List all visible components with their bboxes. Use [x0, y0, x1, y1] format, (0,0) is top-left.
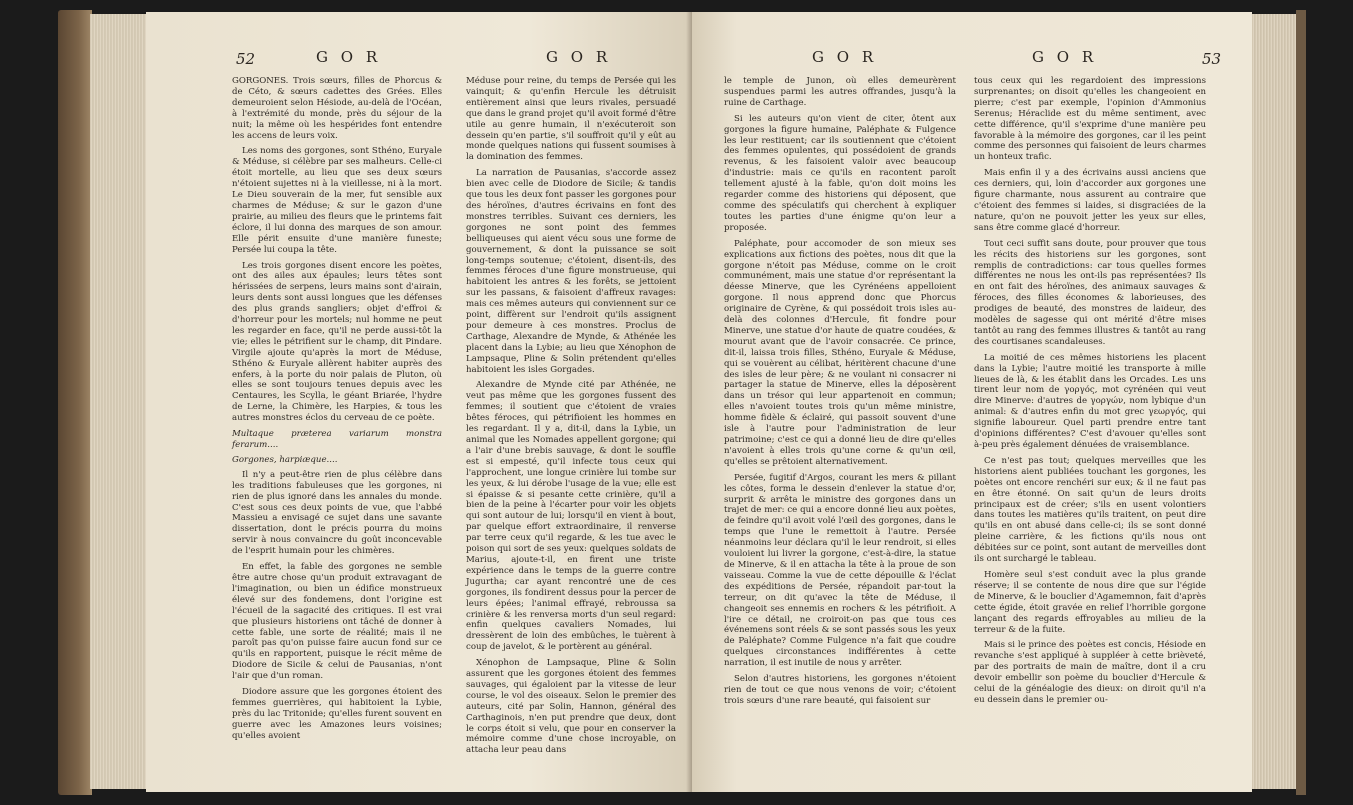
page-number: 52 [236, 50, 256, 68]
paragraph: En effet, la fable des gorgones ne semble être autre chose qu'un produit extravagant de l'imagination, ou bien un édifice monstrueux élevé sur des fondemens, dont l'origine est l'écueil de la sagacité des critiques. Il est vrai que plusieurs historiens ont tâché de donner à cette fable, une sorte de réalité; mais il ne paroît pas qu'on puisse faire aucun fond sur ce qu'ils en rapportent, puisque le récit même de Diodore de Sicile & celui de Pausanias, n'ont l'air que d'un roman. [232, 562, 442, 682]
text-column-2 [466, 76, 676, 761]
paragraph: Les noms des gorgones, sont Sthéno, Euryale & Méduse, si célèbre par ses malheurs. Celle-ci étoit mortelle, au lieu que ses deux sœurs n'étoient sujettes ni à la vieillesse, ni à la mort. Le Dieu souverain de la mer, fut sensible aux charmes de Méduse; & sur le gazon d'une prairie, au milieu des fleurs que le printems fait éclore, il lui donna des marques de son amour. Elle périt ensuite d'une manière funeste; Persée lui coupa la tête. [232, 146, 442, 255]
paragraph: Tout ceci suffit sans doute, pour prouver que tous les récits des historiens sur les gorgones, sont remplis de contradictions: car tous quelles formes différentes ne nous les ont-ils pas représentées? Ils en ont fait des héroïnes, des animaux sauvages & féroces, des filles économes & laborieuses, des prodiges de beauté, des monstres de laideur, des modèles de sagesse qui ont mérité d'être mises tantôt au rang des femmes illustres & tantôt au rang des courtisanes scandaleuses. [974, 238, 1206, 347]
left-page [146, 12, 692, 792]
text-column-2 [974, 76, 1206, 711]
book-cover-right [1296, 10, 1306, 795]
paragraph: Alexandre de Mynde cité par Athénée, ne veut pas même que les gorgones fussent des femmes; il soutient que c'étoient de vraies bêtes féroces, qui pétrifioient les hommes en les regardant. Il y a, dit-il, dans la Lybie, un animal que les Nomades appellent gorgone; qui a l'air d'une brebis sauvage, & dont le souffle est si empesté, qu'il infecte tous ceux qui l'approchent, une longue crinière lui tombe sur les yeux, & lui dérobe l'usage de la vue; elle est si épaisse & si pesante cette crinière, qu'il a bien de la peine à l'écarter pour voir les objets qui sont autour de lui; lorsqu'il en vient à bout, par quelque effort extraordinaire, il renverse par terre ceux qu'il regarde, & les tue avec le poison qui sort de ses yeux: quelques soldats de Marius, ajoute-t-il, en firent une triste expérience dans le temps de la guerre contre Jugurtha; car ayant rencontré une de ces gorgones, ils fondirent dessus pour la percer de leurs épées; l'animal effrayé, rebroussa sa crinière & les renversa morts d'un seul regard: enfin quelques cavaliers Nomades, lui dressèrent de loin des embûches, le tuèrent à coup de javelot, & le portèrent au général. [466, 380, 676, 653]
running-header: G O R [316, 48, 382, 66]
paragraph: Diodore assure que les gorgones étoient des femmes guerrières, qui habitoient la Lybie, près du lac Tritonide; qu'elles furent souvent en guerre avec les Amazones leurs voisines; qu'elles avoient [232, 687, 442, 741]
paragraph: Paléphate, pour accomoder de son mieux ses explications aux fictions des poètes, nous dit que la gorgone n'étoit pas Méduse, comme on le croit communément, mais une statue d'or représentant la déesse Minerve, que les Cyrénéens appelloient gorgone. Il nous apprend donc que Phorcus originaire de Cyrène, & qui possédoit trois isles au-delà des colonnes d'Hercule, fit fondre pour Minerve, une statue d'or haute de quatre coudées, & mourut avant que de l'avoir consacrée. Ce prince, dit-il, laissa trois filles, Sthéno, Euryale & Méduse, qui se vouèrent au célibat, héritèrent chacune d'une des isles de leur père; & ne voulant ni consacrer ni partager la statue de Minerve, elles la déposèrent dans un trésor qui leur appartenoit en commun; elles n'avoient toutes trois qu'un même ministre, homme fidèle & éclairé, qui passoit souvent d'une isle à l'autre pour l'administration de leur patrimoine; c'est ce qui a donné lieu de dire qu'elles n'avoient à elles trois qu'une corne & qu'un œil, qu'elles se prêtoient alternativement. [724, 238, 956, 467]
paragraph: Mais si le prince des poètes est concis, Hésiode en revanche s'est appliqué à suppléer à cette brièveté, par des portraits de main de maître, dont il a cru devoir embellir son poème du bouclier d'Hercule & celui de la généalogie des dieux: on diroit qu'il n'a eu dessein dans le premier ou- [974, 640, 1206, 705]
paragraph: GORGONES. Trois sœurs, filles de Phorcus & de Céto, & sœurs cadettes des Grées. Elles demeuroient selon Hésiode, au-delà de l'Océan, à l'extrémité du monde, près du séjour de la nuit; la même où les hespérides font entendre les accens de leurs voix. [232, 76, 442, 141]
page-number: 53 [1202, 50, 1222, 68]
paragraph: Selon d'autres historiens, les gorgones n'étoient rien de tout ce que nous venons de voir; c'étoient trois sœurs d'une rare beauté, qui faisoient sur [724, 674, 956, 706]
text-column-1 [724, 76, 956, 712]
quotation: Multaque præterea variarum monstra ferarum.... [232, 429, 442, 450]
paragraph: Xénophon de Lampsaque, Pline & Solin assurent que les gorgones étoient des femmes sauvages, qui égaloient par la vitesse de leur course, le vol des oiseaux. Selon le premier des auteurs, cité par Solin, Hannon, général des Carthaginois, n'en put prendre que deux, dont le corps étoit si velu, que pour en conserver la mémoire comme d'une chose incroyable, on attacha leur peau dans [466, 658, 676, 756]
paragraph: Ce n'est pas tout; quelques merveilles que les historiens aient publiées touchant les gorgones, les poètes ont encore renchéri sur eux; & il ne faut pas en être étonné. On sait qu'un de leurs droits principaux est de créer; s'ils en usent volontiers dans toutes les matières qu'ils traitent, on peut dire qu'ils en ont abusé dans celle-ci; ils se sont donné pleine carrière, & les fictions qu'ils nous ont débitées sur ce point, sont autant de merveilles dont ils ont surchargé le tableau. [974, 455, 1206, 565]
paragraph: Persée, fugitif d'Argos, courant les mers & pillant les côtes, forma le dessein d'enlever la statue d'or, surprit & arrêta le ministre des gorgones dans un trajet de mer: ce qui a encore donné lieu aux poètes, de feindre qu'il avoit volé l'œil des gorgones, dans le temps que l'une le remettoit à l'autre. Persée néanmoins leur déclara qu'il le leur rendroit, si elles vouloient lui livrer la gorgone, c'est-à-dire, la statue de Minerve, & il en attacha la tête à la proue de son vaisseau. Comme la vue de cette dépouille & l'éclat des expéditions de Persée, répandoit par-tout la terreur, on dit qu'avec la tête de Méduse, il changeoit ses ennemis en rochers & les pétrifioit. A l'ire ce détail, ne croiroit-on pas que tous ces événemens sont réels & se sont passés sous les yeux de Paléphate? Comme Fulgence n'a fait que coudre quelques circonstances indifférentes à cette narration, il est inutile de nous y arrêter. [724, 472, 956, 669]
page-edges-left [90, 14, 146, 789]
paragraph: Les trois gorgones disent encore les poètes, ont des ailes aux épaules; leurs têtes sont hérissées de serpens, leurs mains sont d'airain, leurs dents sont aussi longues que les défenses des plus grands sangliers; objet d'effroi & d'horreur pour les mortels; nul homme ne peut les regarder en face, qu'il ne perde aussi-tôt la vie; elles le pétrifient sur le champ, dit Pindare. Virgile ajoute qu'après la mort de Méduse, Sthéno & Euryale allèrent habiter auprès des enfers, à la porte du noir palais de Pluton, où elles se sont toujours tenues depuis avec les Centaures, les Scylla, le géant Briarée, l'hydre de Lerne, la Chimère, les Harpies, & tous les autres monstres éclos du cerveau de ce poète. [232, 260, 442, 424]
running-header: G O R [546, 48, 612, 66]
page-edges-right [1252, 14, 1300, 789]
running-header: G O R [812, 48, 878, 66]
text-column-1 [232, 76, 442, 747]
paragraph: Méduse pour reine, du temps de Persée qui les vainquit; & qu'enfin Hercule les détruisit entièrement ainsi que leurs rivales, persuadé que dans le grand projet qu'il avoit formé d'être utile au genre humain, il n'exécuteroit son dessein qu'en partie, s'il souffroit qu'il y eût au monde quelques nations qui fussent soumises à la domination des femmes. [466, 76, 676, 163]
paragraph: La moitié de ces mêmes historiens les placent dans la Lybie; l'autre moitié les transporte à mille lieues de là, & les établit dans les Orcades. Les uns tirent leur nom de γοργός, mot cyrénéen qui veut dire Minerve: d'autres de γοργών, nom lybique d'un animal: & d'autres enfin du mot grec γεωργός, qui signifie laboureur. Quel parti prendre entre tant d'opinions différentes? C'est d'avouer qu'elles sont à-peu près également dénuées de vraisemblance. [974, 352, 1206, 450]
paragraph: Homère seul s'est conduit avec la plus grande réserve; il se contente de nous dire que sur l'égide de Minerve, & le bouclier d'Agamemnon, fait d'après cette égide, étoit gravée en relief l'horrible gorgone lançant des regards effroyables au milieu de la terreur & de la fuite. [974, 569, 1206, 635]
paragraph: La narration de Pausanias, s'accorde assez bien avec celle de Diodore de Sicile; & tandis que tous les deux font passer les gorgones pour des héroïnes, d'autres écrivains en font des monstres terribles. Suivant ces derniers, les gorgones ne sont point des femmes belliqueuses qui aient vécu sous une forme de gouvernement, & dont la puissance se soit long-temps soutenue; c'étoient, disent-ils, des femmes féroces d'une figure monstrueuse, qui habitoient les antres & les forêts, se jettoient sur les passans, & faisoient d'affreux ravages: mais ces mêmes auteurs qui conviennent sur ce point, diffèrent sur l'endroit qu'ils assignent pour demeure à ces monstres. Proclus de Carthage, Alexandre de Mynde, & Athénée les placent dans la Lybie; au lieu que Xénophon de Lampsaque, Pline & Solin prétendent qu'elles habitoient les isles Gorgades. [466, 168, 676, 375]
running-header: G O R [1032, 48, 1098, 66]
paragraph: Si les auteurs qu'on vient de citer, ôtent aux gorgones la figure humaine, Paléphate & Fulgence les leur restituent; car ils soutiennent que c'étoient des femmes opulentes, qui possédoient de grands revenus, & les faisoient valoir avec beaucoup d'industrie: mais ce qu'ils en racontent paroît tellement ajusté à la fable, qu'on doit moins les regarder comme des historiens qui déposent, que comme des spéculatifs qui cherchent à expliquer toutes les parties d'une énigme qu'on leur a proposée. [724, 113, 956, 233]
paragraph: Il n'y a peut-être rien de plus célèbre dans les traditions fabuleuses que les gorgones, ni rien de plus ignoré dans les annales du monde. C'est sous ces deux points de vue, que l'abbé Massieu a envisagé ce sujet dans une savante dissertation, dont le précis pourra du moins servir à nous convaincre du goût inconcevable de l'esprit humain pour les chimères. [232, 469, 442, 557]
paragraph: Mais enfin il y a des écrivains aussi anciens que ces derniers, qui, loin d'accorder aux gorgones une figure charmante, nous assurent au contraire que c'étoient des femmes si laides, si disgraciées de la nature, qu'on ne pouvoit jetter les yeux sur elles, sans être comme glacé d'horreur. [974, 168, 1206, 233]
paragraph: le temple de Junon, où elles demeurèrent suspendues parmi les autres offrandes, jusqu'à la ruine de Carthage. [724, 76, 956, 108]
quotation: Gorgones, harpiæque.... [232, 454, 338, 465]
right-page [692, 12, 1252, 792]
paragraph: tous ceux qui les regardoient des impressions surprenantes; on disoit qu'elles les changeoient en pierre; c'est par exemple, l'opinion d'Ammonius Serenus; Héraclide est du même sentiment, avec cette différence, qu'il s'exprime d'une manière peu favorable à la mémoire des gorgones, car il les peint comme des personnes qui faisoient de leurs charmes un honteux trafic. [974, 76, 1206, 163]
book-cover-left [58, 10, 92, 795]
